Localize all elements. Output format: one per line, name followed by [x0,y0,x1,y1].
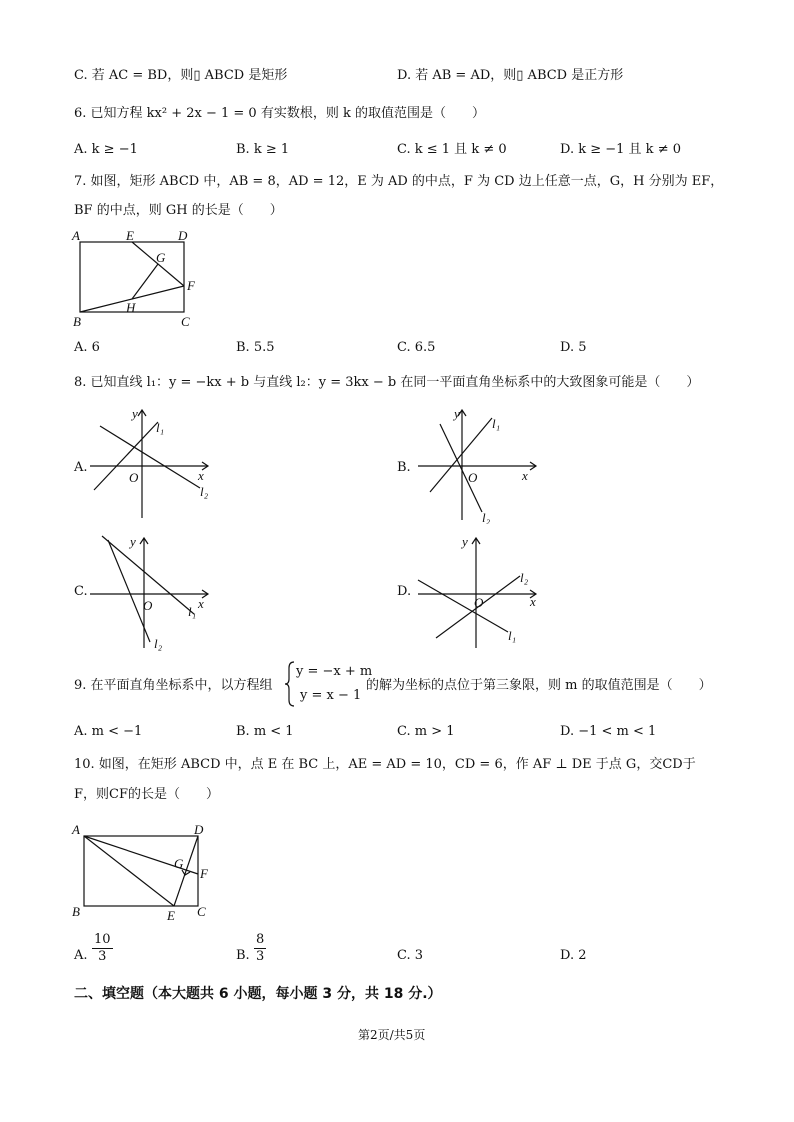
section-heading: 二、填空题（本大题共 6 小题，每小题 3 分，共 18 分.） [74,986,442,1002]
q9-stem-end: 的解为坐标的点位于第三象限，则 m 的取值范围是（ ） [366,678,712,693]
q10-option-a-prefix: A. [74,948,88,963]
q7-stem-line1: 7. 如图，矩形 ABCD 中，AB = 8，AD = 12，E 为 AD 的中点，F 为 CD 边上任意一点，G，H 分别为 EF， [74,174,724,189]
q8b-y-label: y [454,406,460,421]
q9-stem-start: 9. 在平面直角坐标系中，以方程组 [74,678,273,693]
q8c-l1: l₁ [188,604,197,619]
q8a-x-label: x [198,468,204,483]
q10-option-d: D. 2 [560,948,587,963]
q9-equation-system [284,660,373,708]
q5-option-c: C. 若 AC = BD，则▯ ABCD 是矩形 [74,68,288,83]
q8b-origin: O [468,470,478,485]
q8b-x-label: x [522,468,528,483]
q8d-l1: l₁ [508,628,517,643]
q10-option-b-num: 8 [256,932,265,947]
q10-option-a-num: 10 [94,932,111,947]
q10-label-a: A [72,822,80,837]
q7-figure [68,226,208,332]
q8d-origin: O [474,595,484,610]
q6-option-a: A. k ≥ −1 [74,142,138,157]
q7-stem-line2: BF 的中点，则 GH 的长是（ ） [74,203,283,218]
q8-graph-c [86,530,226,652]
q7-label-g: G [156,250,166,265]
q8a-y-label: y [132,406,138,421]
q8a-origin: O [129,470,139,485]
q10-label-c: C [197,904,206,919]
q8b-l2: l₂ [482,510,491,524]
q8-option-c-label: C. [74,584,88,599]
q8b-l1: l₁ [492,416,501,431]
q9-eq1: y = −x + m [296,664,373,679]
q10-stem-line2: F，则CF的长是（ ） [74,787,219,802]
q10-label-g: G [174,856,184,871]
q8a-l2: l₂ [200,484,209,499]
q10-figure [68,816,218,922]
q5-option-d: D. 若 AB = AD，则▯ ABCD 是正方形 [397,68,624,83]
q10-label-b: B [72,904,80,919]
q10-option-b-den: 3 [256,949,265,964]
page-number: 第2页/共5页 [358,1028,426,1042]
q8c-origin: O [143,598,153,613]
q8c-l2: l₂ [154,636,163,651]
q8-graph-a [86,404,226,524]
q10-option-b-prefix: B. [236,948,250,963]
q8c-x-label: x [198,596,204,611]
q8c-y-label: y [130,534,136,549]
q10-option-a-fraction [92,932,113,965]
q7-option-c: C. 6.5 [397,340,436,355]
q6-option-b: B. k ≥ 1 [236,142,290,157]
q8-graph-d [412,530,552,652]
q8d-y-label: y [462,534,468,549]
q7-label-a: A [72,228,80,243]
q8-option-d-label: D. [397,584,412,599]
q8d-x-label: x [530,594,536,609]
q7-label-b: B [73,314,81,329]
q9-option-b: B. m < 1 [236,724,294,739]
q6-option-c: C. k ≤ 1 且 k ≠ 0 [397,142,507,157]
q10-option-a-den: 3 [98,949,107,964]
q6-option-d: D. k ≥ −1 且 k ≠ 0 [560,142,681,157]
q8-option-a-label: A. [74,460,88,475]
q7-option-a: A. 6 [74,340,100,355]
q10-option-b-fraction [254,932,266,965]
q7-label-h: H [126,300,136,315]
q8a-l1: l₁ [156,420,165,435]
brace-icon [284,660,296,708]
q9-option-a: A. m < −1 [74,724,143,739]
q8-stem: 8. 已知直线 l₁：y = −kx + b 与直线 l₂：y = 3kx − b 在同一平面直角坐标系中的大致图象可能是（ ） [74,375,700,390]
q10-label-d: D [194,822,204,837]
q6-stem: 6. 已知方程 kx² + 2x − 1 = 0 有实数根，则 k 的取值范围是（ ） [74,106,485,121]
q7-label-f: F [187,278,195,293]
q9-option-d: D. −1 < m < 1 [560,724,657,739]
q9-option-c: C. m > 1 [397,724,455,739]
q8d-l2: l₂ [520,570,529,585]
q7-option-d: D. 5 [560,340,587,355]
q10-stem-line1: 10. 如图，在矩形 ABCD 中，点 E 在 BC 上，AE = AD = 10，CD = 6，作 AF ⊥ DE 于点 G，交CD于 [74,757,696,772]
q8-graph-b [412,404,552,524]
q7-label-e: E [126,228,134,243]
q7-option-b: B. 5.5 [236,340,275,355]
q7-label-d: D [178,228,188,243]
q7-label-c: C [181,314,190,329]
q10-label-e: E [167,908,175,922]
q10-option-c: C. 3 [397,948,424,963]
q10-label-f: F [200,866,208,881]
q9-eq2: y = x − 1 [300,688,362,703]
q8-option-b-label: B. [397,460,411,475]
